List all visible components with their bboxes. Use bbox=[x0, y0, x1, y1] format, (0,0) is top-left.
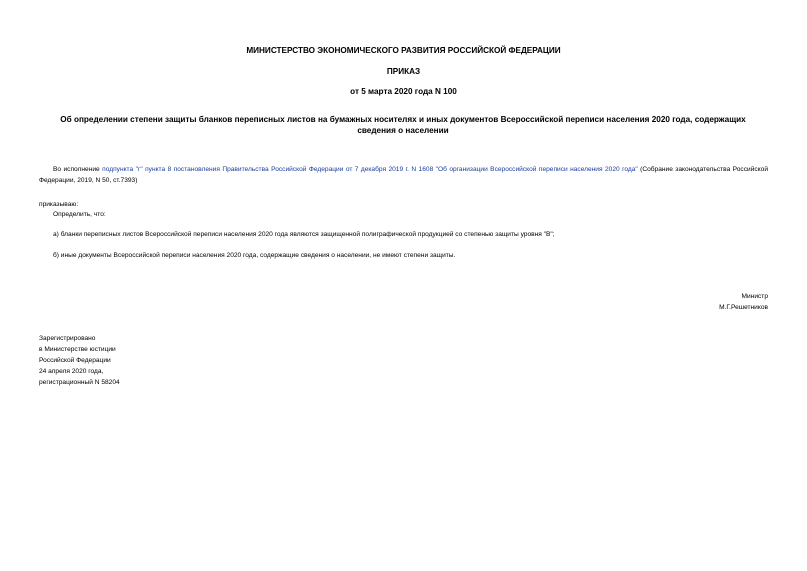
signatory-name: М.Г.Решетников bbox=[719, 304, 768, 311]
clause-b: б) иные документы Всероссийской переписи населения 2020 года, содержащие сведения о населении, не имеют степени защиты. bbox=[53, 252, 456, 259]
document-type: ПРИКАЗ bbox=[386, 67, 421, 76]
registration-line: Российской Федерации bbox=[39, 357, 111, 364]
basis-resolution-link[interactable]: подпункта "г" пункта 8 постановления Правительства Российской Федерации от 7 декабря 2019 г. N 1608 "Об организации Всероссийской переписи населения 2020 года" bbox=[102, 166, 638, 173]
registration-line: регистрационный N 58204 bbox=[39, 379, 120, 386]
document-date-number: от 5 марта 2020 года N 100 bbox=[350, 87, 457, 96]
basis-paragraph bbox=[39, 164, 768, 186]
document-subject: Об определении степени защиты бланков переписных листов на бумажных носителях и иных документов Всероссийской переписи населения 2020 года, содержащих сведения о населении bbox=[60, 115, 746, 135]
signature-block bbox=[719, 291, 768, 313]
registration-line: в Министерстве юстиции bbox=[39, 346, 116, 353]
clause-a: а) бланки переписных листов Всероссийской переписи населения 2020 года являются защищенной полиграфической продукцией со степенью защиты уровня "В"; bbox=[53, 231, 555, 238]
signatory-position: Министр bbox=[741, 293, 768, 300]
basis-suffix: (Собрание законодательства Российской Федерации, 2019, N 50, ст.7393) bbox=[39, 166, 768, 184]
registration-line: 24 апреля 2020 года, bbox=[39, 368, 104, 375]
basis-prefix: Во исполнение bbox=[53, 166, 103, 173]
order-verb: приказываю: bbox=[39, 201, 79, 208]
ministry-title: МИНИСТЕРСТВО ЭКОНОМИЧЕСКОГО РАЗВИТИЯ РОССИЙСКОЙ ФЕДЕРАЦИИ bbox=[246, 46, 561, 55]
determine-text: Определить, что: bbox=[53, 211, 106, 218]
registration-block bbox=[39, 333, 120, 388]
registration-line: Зарегистрировано bbox=[39, 335, 96, 342]
